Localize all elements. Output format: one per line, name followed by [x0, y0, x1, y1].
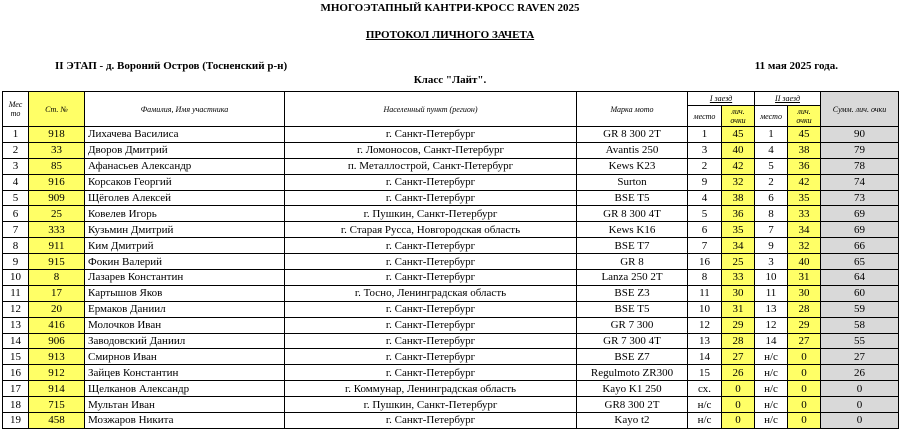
cell-sum: 60 [821, 285, 899, 301]
cell-race2-pts: 34 [788, 222, 821, 238]
cell-race2-pos: 11 [755, 285, 788, 301]
cell-bike: GR 7 300 [577, 317, 688, 333]
protocol-title: ПРОТОКОЛ ЛИЧНОГО ЗАЧЕТА [365, 29, 535, 41]
cell-place: 16 [3, 365, 29, 381]
cell-name: Смирнов Иван [85, 349, 285, 365]
cell-city: г. Пушкин, Санкт-Петербург [285, 206, 577, 222]
cell-number: 915 [29, 254, 85, 270]
cell-bike: BSE Z7 [577, 349, 688, 365]
cell-race2-pos: 13 [755, 301, 788, 317]
cell-number: 916 [29, 174, 85, 190]
table-row [3, 158, 899, 174]
cell-place: 18 [3, 397, 29, 413]
cell-race2-pos: 7 [755, 222, 788, 238]
cell-name: Афанасьев Александр [85, 158, 285, 174]
cell-place: 11 [3, 285, 29, 301]
cell-name: Лихачева Василиса [85, 127, 285, 143]
cell-name: Корсаков Георгий [85, 174, 285, 190]
cell-place: 9 [3, 254, 29, 270]
cell-race1-pts: 31 [722, 301, 755, 317]
cell-number: 20 [29, 301, 85, 317]
col-race1-pos: место [688, 106, 722, 127]
event-date: 11 мая 2025 года. [754, 60, 838, 72]
cell-race2-pos: 2 [755, 174, 788, 190]
cell-race2-pts: 36 [788, 158, 821, 174]
col-sum: Сумм. лич. очки [821, 92, 899, 127]
cell-name: Щелканов Александр [85, 381, 285, 397]
cell-race2-pos: н/с [755, 397, 788, 413]
cell-race1-pos: 2 [688, 158, 722, 174]
cell-sum: 64 [821, 270, 899, 286]
cell-number: 913 [29, 349, 85, 365]
table-row [3, 142, 899, 158]
cell-race1-pts: 38 [722, 190, 755, 206]
cell-race1-pos: 6 [688, 222, 722, 238]
cell-race1-pts: 28 [722, 333, 755, 349]
cell-race1-pts: 0 [722, 397, 755, 413]
table-row [3, 190, 899, 206]
cell-race2-pos: 4 [755, 142, 788, 158]
col-number: Ст. № [29, 92, 85, 127]
cell-race2-pos: н/с [755, 381, 788, 397]
table-row [3, 301, 899, 317]
cell-bike: GR8 300 2T [577, 397, 688, 413]
cell-sum: 74 [821, 174, 899, 190]
table-row [3, 333, 899, 349]
cell-place: 19 [3, 413, 29, 429]
cell-race2-pts: 31 [788, 270, 821, 286]
cell-race1-pts: 35 [722, 222, 755, 238]
cell-race1-pos: 4 [688, 190, 722, 206]
table-row [3, 317, 899, 333]
cell-number: 8 [29, 270, 85, 286]
cell-bike: Lanza 250 2T [577, 270, 688, 286]
cell-number: 33 [29, 142, 85, 158]
cell-race2-pts: 0 [788, 365, 821, 381]
cell-city: г. Старая Русса, Новгородская область [285, 222, 577, 238]
cell-sum: 65 [821, 254, 899, 270]
cell-number: 914 [29, 381, 85, 397]
cell-city: г. Санкт-Петербург [285, 333, 577, 349]
cell-name: Ермаков Даниил [85, 301, 285, 317]
cell-bike: BSE T7 [577, 238, 688, 254]
cell-race2-pos: н/с [755, 365, 788, 381]
cell-race1-pts: 0 [722, 413, 755, 429]
cell-city: г. Пушкин, Санкт-Петербург [285, 397, 577, 413]
cell-city: г. Санкт-Петербург [285, 190, 577, 206]
cell-bike: Kews K23 [577, 158, 688, 174]
cell-race1-pts: 36 [722, 206, 755, 222]
cell-place: 15 [3, 349, 29, 365]
cell-race2-pts: 35 [788, 190, 821, 206]
cell-place: 2 [3, 142, 29, 158]
cell-race2-pos: 8 [755, 206, 788, 222]
cell-race1-pos: 12 [688, 317, 722, 333]
cell-place: 3 [3, 158, 29, 174]
cell-bike: BSE Z3 [577, 285, 688, 301]
cell-race1-pos: 11 [688, 285, 722, 301]
cell-bike: BSE T5 [577, 190, 688, 206]
table-row [3, 238, 899, 254]
cell-bike: Regulmoto ZR300 [577, 365, 688, 381]
col-race1: I заезд [688, 92, 755, 106]
cell-name: Лазарев Константин [85, 270, 285, 286]
cell-place: 7 [3, 222, 29, 238]
cell-bike: GR 7 300 4T [577, 333, 688, 349]
cell-race2-pos: 6 [755, 190, 788, 206]
table-row [3, 174, 899, 190]
cell-sum: 69 [821, 206, 899, 222]
cell-city: г. Санкт-Петербург [285, 254, 577, 270]
cell-sum: 73 [821, 190, 899, 206]
cell-number: 416 [29, 317, 85, 333]
cell-sum: 27 [821, 349, 899, 365]
cell-city: г. Коммунар, Ленинградская область [285, 381, 577, 397]
cell-number: 25 [29, 206, 85, 222]
cell-race2-pos: 9 [755, 238, 788, 254]
cell-name: Заводовский Даниил [85, 333, 285, 349]
cell-city: г. Санкт-Петербург [285, 301, 577, 317]
cell-place: 12 [3, 301, 29, 317]
cell-race1-pos: 8 [688, 270, 722, 286]
table-row [3, 222, 899, 238]
cell-race2-pos: 14 [755, 333, 788, 349]
cell-race1-pts: 29 [722, 317, 755, 333]
cell-city: г. Санкт-Петербург [285, 238, 577, 254]
cell-race2-pts: 28 [788, 301, 821, 317]
cell-place: 10 [3, 270, 29, 286]
cell-race1-pos: 1 [688, 127, 722, 143]
cell-place: 17 [3, 381, 29, 397]
cell-sum: 58 [821, 317, 899, 333]
cell-race2-pos: 5 [755, 158, 788, 174]
cell-race1-pos: 13 [688, 333, 722, 349]
cell-sum: 59 [821, 301, 899, 317]
cell-race1-pos: 7 [688, 238, 722, 254]
cell-bike: Surton [577, 174, 688, 190]
cell-name: Молочков Иван [85, 317, 285, 333]
cell-race2-pts: 0 [788, 413, 821, 429]
table-row [3, 206, 899, 222]
table-row [3, 270, 899, 286]
table-row [3, 381, 899, 397]
cell-number: 909 [29, 190, 85, 206]
cell-place: 13 [3, 317, 29, 333]
cell-name: Дворов Дмитрий [85, 142, 285, 158]
cell-name: Фокин Валерий [85, 254, 285, 270]
cell-race1-pts: 26 [722, 365, 755, 381]
col-race2: II заезд [755, 92, 821, 106]
cell-number: 912 [29, 365, 85, 381]
cell-race2-pos: 12 [755, 317, 788, 333]
table-row [3, 127, 899, 143]
cell-race1-pts: 45 [722, 127, 755, 143]
cell-race2-pos: н/с [755, 413, 788, 429]
cell-race1-pos: 3 [688, 142, 722, 158]
cell-race1-pts: 42 [722, 158, 755, 174]
cell-race1-pos: н/с [688, 413, 722, 429]
cell-race2-pts: 0 [788, 381, 821, 397]
cell-name: Картышов Яков [85, 285, 285, 301]
cell-race2-pts: 33 [788, 206, 821, 222]
event-title: МНОГОЭТАПНЫЙ КАНТРИ-КРОСС RAVEN 2025 [320, 2, 580, 14]
cell-race1-pts: 0 [722, 381, 755, 397]
cell-race2-pts: 29 [788, 317, 821, 333]
table-row [3, 365, 899, 381]
cell-bike: GR 8 [577, 254, 688, 270]
table-row [3, 254, 899, 270]
cell-bike: Avantis 250 [577, 142, 688, 158]
cell-sum: 79 [821, 142, 899, 158]
cell-sum: 90 [821, 127, 899, 143]
cell-city: г. Санкт-Петербург [285, 349, 577, 365]
cell-bike: Kayo K1 250 [577, 381, 688, 397]
cell-sum: 55 [821, 333, 899, 349]
cell-number: 17 [29, 285, 85, 301]
cell-city: г. Санкт-Петербург [285, 413, 577, 429]
cell-sum: 0 [821, 397, 899, 413]
cell-race2-pos: н/с [755, 349, 788, 365]
cell-bike: GR 8 300 2T [577, 127, 688, 143]
cell-sum: 78 [821, 158, 899, 174]
col-race2-pts: лич. очки [788, 106, 821, 127]
cell-race1-pts: 25 [722, 254, 755, 270]
cell-name: Ковелев Игорь [85, 206, 285, 222]
cell-place: 14 [3, 333, 29, 349]
cell-sum: 26 [821, 365, 899, 381]
cell-race1-pos: 16 [688, 254, 722, 270]
cell-city: г. Санкт-Петербург [285, 127, 577, 143]
cell-place: 1 [3, 127, 29, 143]
cell-race2-pts: 32 [788, 238, 821, 254]
col-name: Фамилия, Имя участника [85, 92, 285, 127]
cell-race2-pos: 3 [755, 254, 788, 270]
cell-race2-pts: 0 [788, 349, 821, 365]
cell-race2-pts: 45 [788, 127, 821, 143]
cell-race1-pts: 30 [722, 285, 755, 301]
cell-race1-pts: 27 [722, 349, 755, 365]
cell-number: 906 [29, 333, 85, 349]
cell-sum: 66 [821, 238, 899, 254]
cell-race1-pts: 40 [722, 142, 755, 158]
results-table [2, 91, 899, 429]
cell-city: г. Санкт-Петербург [285, 317, 577, 333]
cell-race1-pts: 34 [722, 238, 755, 254]
cell-sum: 0 [821, 413, 899, 429]
cell-city: г. Ломоносов, Санкт-Петербург [285, 142, 577, 158]
cell-race1-pos: 9 [688, 174, 722, 190]
cell-sum: 69 [821, 222, 899, 238]
cell-bike: Kayo t2 [577, 413, 688, 429]
cell-race1-pos: 15 [688, 365, 722, 381]
col-bike: Марка мото [577, 92, 688, 127]
cell-number: 333 [29, 222, 85, 238]
cell-city: г. Санкт-Петербург [285, 174, 577, 190]
cell-place: 6 [3, 206, 29, 222]
cell-number: 715 [29, 397, 85, 413]
cell-number: 911 [29, 238, 85, 254]
cell-race1-pos: 5 [688, 206, 722, 222]
cell-name: Мультан Иван [85, 397, 285, 413]
table-row [3, 413, 899, 429]
col-place: Мес то [3, 92, 29, 127]
cell-place: 5 [3, 190, 29, 206]
cell-name: Зайцев Константин [85, 365, 285, 381]
cell-name: Мозжаров Никита [85, 413, 285, 429]
class-label: Класс "Лайт". [413, 74, 487, 86]
cell-race1-pts: 32 [722, 174, 755, 190]
cell-place: 8 [3, 238, 29, 254]
cell-number: 85 [29, 158, 85, 174]
cell-name: Кузьмин Дмитрий [85, 222, 285, 238]
cell-race2-pos: 1 [755, 127, 788, 143]
table-row [3, 397, 899, 413]
cell-number: 918 [29, 127, 85, 143]
cell-name: Щёголев Алексей [85, 190, 285, 206]
cell-race1-pts: 33 [722, 270, 755, 286]
col-race1-pts: лич. очки [722, 106, 755, 127]
cell-race2-pts: 27 [788, 333, 821, 349]
cell-place: 4 [3, 174, 29, 190]
col-city: Населенный пункт (регион) [285, 92, 577, 127]
cell-race1-pos: н/с [688, 397, 722, 413]
table-row [3, 349, 899, 365]
cell-race2-pts: 30 [788, 285, 821, 301]
cell-race2-pts: 42 [788, 174, 821, 190]
cell-city: г. Санкт-Петербург [285, 365, 577, 381]
stage-label: II ЭТАП - д. Вороний Остров (Тосненский р-н) [55, 60, 288, 72]
col-race2-pos: место [755, 106, 788, 127]
cell-name: Ким Дмитрий [85, 238, 285, 254]
cell-city: п. Металлострой, Санкт-Петербург [285, 158, 577, 174]
cell-race1-pos: сх. [688, 381, 722, 397]
table-row [3, 285, 899, 301]
cell-number: 458 [29, 413, 85, 429]
cell-race1-pos: 14 [688, 349, 722, 365]
cell-bike: Kews K16 [577, 222, 688, 238]
cell-race1-pos: 10 [688, 301, 722, 317]
cell-city: г. Тосно, Ленинградская область [285, 285, 577, 301]
cell-race2-pts: 40 [788, 254, 821, 270]
cell-race2-pts: 38 [788, 142, 821, 158]
cell-bike: BSE T5 [577, 301, 688, 317]
cell-city: г. Санкт-Петербург [285, 270, 577, 286]
cell-bike: GR 8 300 4T [577, 206, 688, 222]
cell-race2-pos: 10 [755, 270, 788, 286]
cell-race2-pts: 0 [788, 397, 821, 413]
cell-sum: 0 [821, 381, 899, 397]
